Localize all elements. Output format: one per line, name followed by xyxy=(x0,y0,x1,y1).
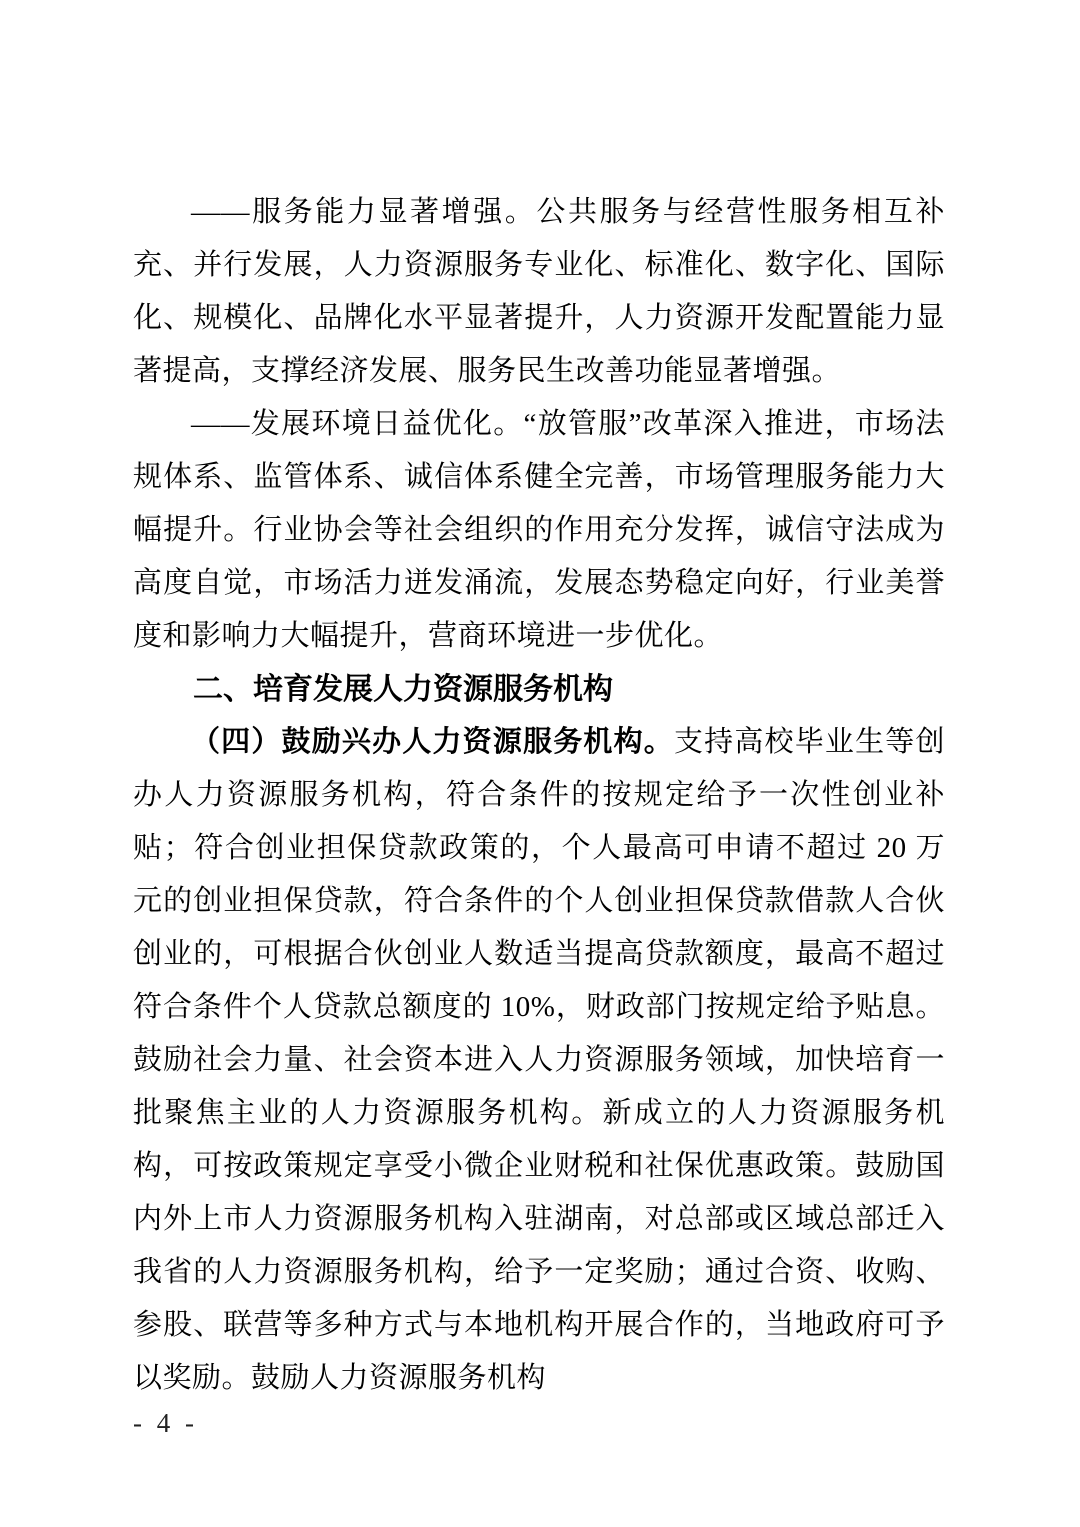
item-four-lead: （四）鼓励兴办人力资源服务机构。 xyxy=(191,726,674,758)
paragraph-item-four xyxy=(133,716,945,1405)
section-heading: 二、培育发展人力资源服务机构 xyxy=(193,673,613,706)
paragraph-service-capability: ——服务能力显著增强。公共服务与经营性服务相互补充、并行发展，人力资源服务专业化、标准化、数字化、国际化、规模化、品牌化水平显著提升，人力资源开发配置能力显著提高，支撑经济发展、服务民生改善功能显著增强。 xyxy=(133,196,945,387)
paragraph-development-environment: ——发展环境日益优化。“放管服”改革深入推进，市场法规体系、监管体系、诚信体系健全完善，市场管理服务能力大幅提升。行业协会等社会组织的作用充分发挥，诚信守法成为高度自觉，市场活力迸发涌流，发展态势稳定向好，行业美誉度和影响力大幅提升，营商环境进一步优化。 xyxy=(133,408,945,652)
item-four-body-text: 支持高校毕业生等创办人力资源服务机构，符合条件的按规定给予一次性创业补贴；符合创业担保贷款政策的，个人最高可申请不超过 20 万元的创业担保贷款，符合条件的个人创业担保贷款借款人合伙创业的，可根据合伙创业人数适当提高贷款额度，最高不超过符合条件个人贷款总额度的 10%，财政部门按规定给予贴息。鼓励社会力量、社会资本进入人力资源服务领域，加快培育一批聚焦主业的人力资源服务机构。新成立的人力资源服务机构，可按政策规定享受小微企业财税和社保优惠政策。鼓励国内外上市人力资源服务机构入驻湖南，对总部或区域总部迁入我省的人力资源服务机构，给予一定奖励；通过合资、收购、参股、联营等多种方式与本地机构开展合作的，当地政府可予以奖励。鼓励人力资源服务机构 xyxy=(133,726,945,1394)
document-body xyxy=(133,186,945,1405)
page-number: - 4 - xyxy=(133,1408,198,1438)
